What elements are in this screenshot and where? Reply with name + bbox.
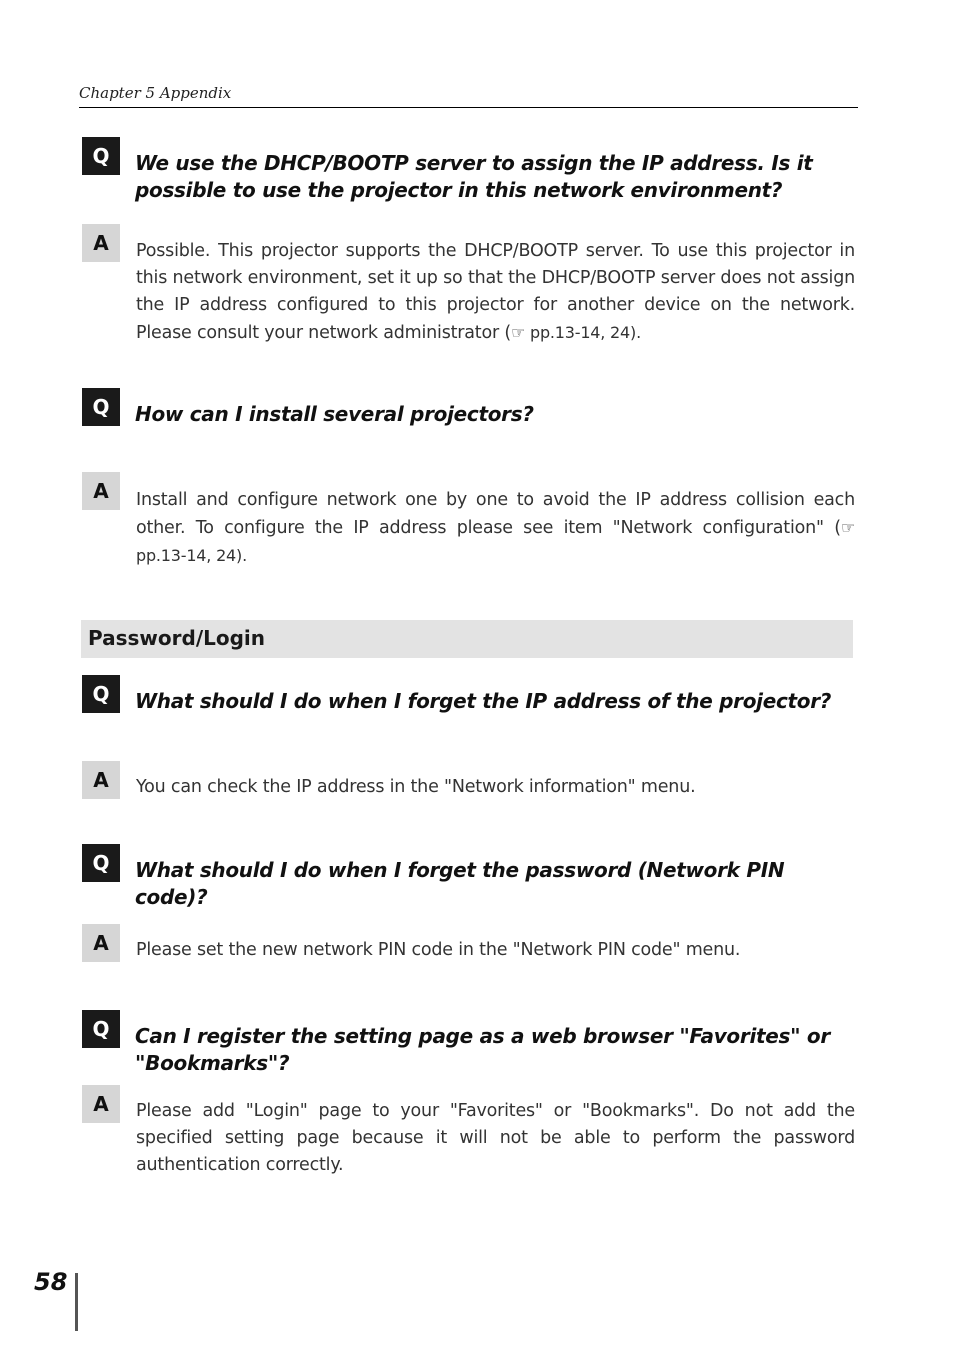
answer-body: Install and configure network one by one to avoid the IP address collision each other. To configure the IP address please see item "Network configuration" (: [136, 490, 855, 538]
answer-text: Please add "Login" page to your "Favorites" or "Bookmarks". Do not add the specified setting page because it will not be able to perform the password authentication correctly.: [136, 1101, 855, 1175]
section-heading: [81, 620, 853, 658]
question-badge: Q: [82, 675, 120, 713]
page-reference: ☞ pp.13-14, 24).: [510, 323, 641, 342]
answer-text: [136, 487, 855, 570]
chapter-header: Chapter 5 Appendix: [79, 84, 232, 102]
answer-badge: A: [82, 224, 120, 262]
section-title: Password/Login: [88, 626, 266, 650]
answer-badge: A: [82, 1085, 120, 1123]
question-text: What should I do when I forget the IP address of the projector?: [135, 689, 832, 713]
question-badge: Q: [82, 137, 120, 175]
question-text: We use the DHCP/BOOTP server to assign the IP address. Is it possible to use the projector in this network environment?: [135, 151, 813, 202]
answer-text: Please set the new network PIN code in the "Network PIN code" menu.: [136, 940, 741, 960]
answer-badge: A: [82, 761, 120, 799]
question-badge: Q: [82, 388, 120, 426]
page-number-bar: [75, 1273, 78, 1331]
answer-body: Possible. This projector supports the DHCP/BOOTP server. To use this projector in this network environment, set it up so that the DHCP/BOOTP server does not assign the IP address configured to this projector for another device on the network. Please consult your network administrator (: [136, 241, 855, 343]
answer-badge: A: [82, 472, 120, 510]
answer-text: [136, 238, 855, 347]
header-rule: [79, 107, 858, 108]
question-text: How can I install several projectors?: [135, 402, 534, 426]
question-text: Can I register the setting page as a web browser "Favorites" or "Bookmarks"?: [135, 1024, 830, 1075]
page-reference: ☞ pp.13-14, 24).: [136, 518, 855, 565]
answer-badge: A: [82, 924, 120, 962]
question-text: What should I do when I forget the password (Network PIN code)?: [135, 858, 785, 909]
question-badge: Q: [82, 844, 120, 882]
answer-text: You can check the IP address in the "Network information" menu.: [136, 777, 696, 797]
page-number: 58: [34, 1268, 68, 1296]
question-badge: Q: [82, 1010, 120, 1048]
